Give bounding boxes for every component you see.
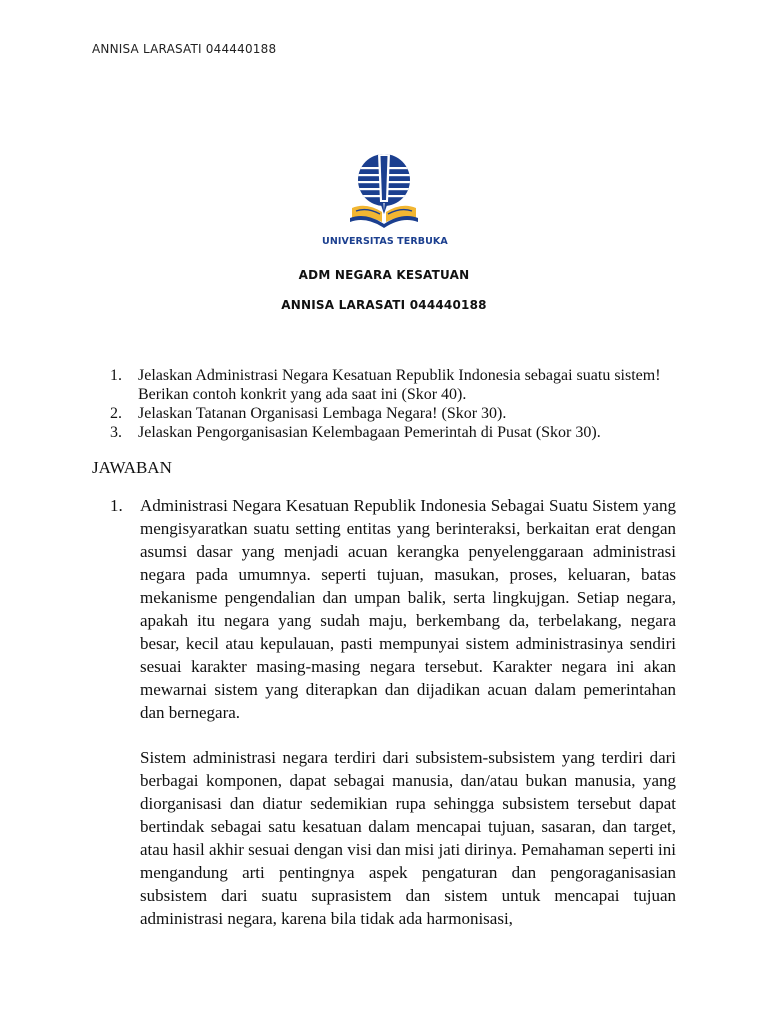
answer-list: [110, 494, 676, 952]
universitas-terbuka-emblem-icon: [322, 150, 446, 236]
question-text: Jelaskan Administrasi Negara Kesatuan Republik Indonesia sebagai suatu sistem! Berikan contoh konkrit yang ada saat ini (Skor 40).: [138, 367, 661, 403]
answer-item: [110, 494, 676, 930]
question-text: Jelaskan Pengorganisasian Kelembagaan Pemerintah di Pusat (Skor 30).: [138, 424, 601, 441]
answer-number: 1.: [110, 496, 123, 515]
question-item: [110, 366, 680, 404]
question-number: 1.: [110, 367, 122, 384]
universitas-terbuka-logo: [322, 150, 446, 254]
question-number: 3.: [110, 424, 122, 441]
answer-paragraph: Administrasi Negara Kesatuan Republik Indonesia Sebagai Suatu Sistem yang mengisyaratkan suatu setting entitas yang berinteraksi, berkaitan erat dengan asumsi dasar yang menjadi acuan kerangka penyelenggaraan administrasi negara pada umumnya. seperti tujuan, masukan, proses, keluaran, batas mekanisme pengendalian dan umpan balik, serta lingkujgan. Setiap negara, apakah itu negara yang sudah maju, berkembang da, terbelakang, negara besar, kecil atau kepulauan, pasti mempunyai sistem administrasinya sendiri sesuai karakter masing-masing negara tersebut. Karakter negara ini akan mewarnai sistem yang diterapkan dan dijadikan acuan dalam pemerintahan dan bernegara.: [140, 496, 676, 722]
logo-caption: UNIVERSITAS TERBUKA: [322, 236, 448, 247]
document-author: ANNISA LARASATI 044440188: [281, 298, 487, 312]
question-text: Jelaskan Tatanan Organisasi Lembaga Negara! (Skor 30).: [138, 405, 507, 422]
document-title: ADM NEGARA KESATUAN: [298, 268, 470, 282]
question-list: [110, 366, 680, 442]
answer-paragraph: Sistem administrasi negara terdiri dari subsistem-subsistem yang terdiri dari berbagai komponen, dapat sebagai manusia, dan/atau bukan manusia, yang diorganisasi dan diatur sedemikian rupa sehingga subsistem tersebut dapat bertindak sebagai satu kesatuan dalam mencapai tujuan, sasaran, dan target, atau hasil akhir sesuai dengan visi dan misi jati dirinya. Pemahaman seperti ini mengandung arti pentingnya aspek pengaturan dan pengoraganisasian subsistem dari suatu suprasistem dan sistem untuk mencapai tujuan administrasi negara, karena bila tidak ada harmonisasi,: [140, 748, 676, 928]
answers-heading: JAWABAN: [92, 458, 172, 477]
question-item: [110, 423, 680, 442]
question-item: [110, 404, 680, 423]
document-header: ANNISA LARASATI 044440188: [92, 42, 277, 56]
question-number: 2.: [110, 405, 122, 422]
